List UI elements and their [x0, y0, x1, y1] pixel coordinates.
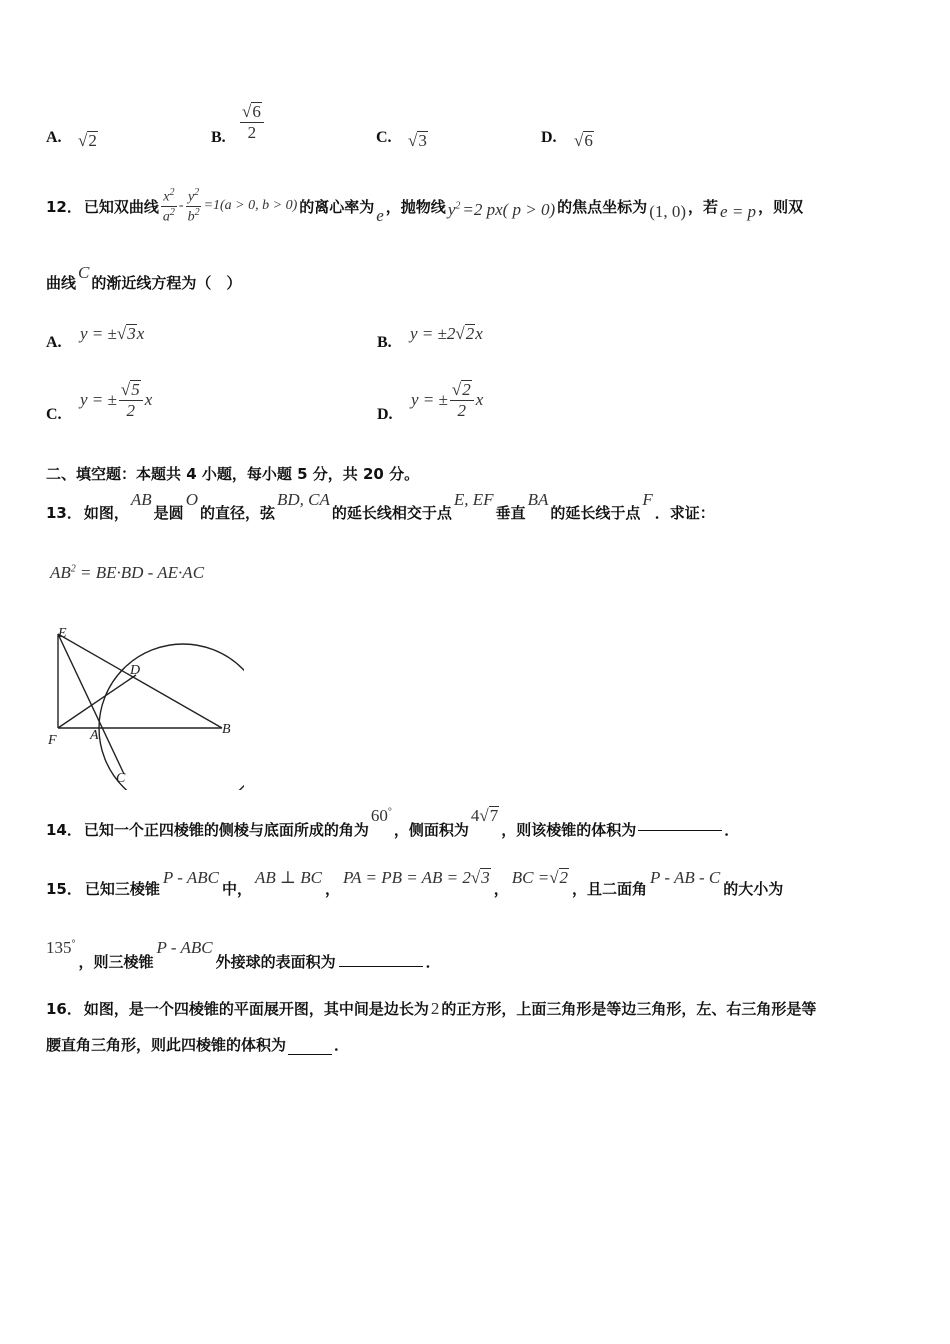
hyperbola-y-term: $\frac{y^2}{b^2}$ [187, 187, 200, 225]
label-d: D [130, 663, 141, 678]
q12-option-a-value: y = ±√3x [80, 324, 145, 343]
q11-option-a-label: A. [46, 129, 62, 146]
q11-option-b-value: $\frac{√6}{2}$ [240, 102, 264, 142]
q11-option-b-label: B. [211, 129, 226, 146]
label-c: C [116, 771, 126, 786]
label-b: B [222, 722, 231, 737]
q12-option-c-value: y = ± $\frac{√5}{2}$ x [80, 380, 153, 420]
segment-eb [58, 634, 222, 728]
q12-line2: 曲线 C 的渐近线方程为（ ） [46, 262, 242, 292]
q16-line2: 腰直角三角形，则此四棱锥的体积为 ． [46, 1036, 350, 1054]
q15-answer-blank[interactable] [339, 938, 423, 967]
label-a: A [90, 728, 99, 743]
q11-option-a-value: √2 [78, 131, 97, 150]
q15-line1: 15． 已知三棱锥 P - ABC 中， AB ⊥ BC ， PA = PB = AB = 2√3 ， BC =√2 ，且二面角 P - AB - C 的大小为 [46, 868, 784, 898]
q12-option-b-label: B. [377, 334, 392, 351]
label-e: E [58, 626, 67, 641]
q11-option-d-label: D. [541, 129, 557, 146]
q15-line2: 135° ，则三棱锥 P - ABC 外接球的表面积为 ． [46, 938, 441, 971]
q16-answer-blank[interactable] [288, 1036, 332, 1055]
segment-fd [58, 675, 136, 728]
segment-ec [58, 634, 124, 774]
q13-figure [44, 620, 244, 790]
q16-line1: 16． 如图，是一个四棱锥的平面展开图，其中间是边长为 2 的正方形，上面三角形是等边三角形，左、右三角形是等 [46, 998, 817, 1018]
q12-option-d-label: D. [377, 406, 393, 423]
q12-line1: 12． 已知双曲线 $\frac{x^2}{a^2}$ - $\frac{y^2}{b^2}$ =1(a > 0, b > 0) 的离心率为 e ，抛物线 $y^2$ =2 px( p > 0) 的焦点坐标为 (1, 0) ，若 e = p ，则双 [46, 187, 804, 226]
q11-option-d-value: √6 [574, 131, 593, 150]
hyperbola-x-term: $\frac{x^2}{a^2}$ [162, 187, 175, 225]
q12-option-c-label: C. [46, 406, 62, 423]
label-f: F [48, 733, 57, 748]
q12-option-a-label: A. [46, 334, 62, 351]
q13-line1: 13． 如图， AB 是圆 O 的直径，弦 BD, CA 的延长线相交于点 E, EF 垂直 BA 的延长线于点 F ．求证： [46, 490, 715, 522]
q12-option-b-value: y = ±2√2x [410, 324, 483, 343]
q14-answer-blank[interactable] [638, 806, 722, 831]
q13-proof-statement: $AB^2 = BE\cdot BD - AE\cdot AC$ [50, 563, 205, 582]
section-heading: 二、填空题：本题共 4 小题，每小题 5 分，共 20 分。 [46, 465, 420, 483]
q11-option-c-value: √3 [408, 131, 427, 150]
q14-line: 14． 已知一个正四棱锥的侧棱与底面所成的角为 60° ，侧面积为 4√7 ，则该棱锥的体积为 ． [46, 806, 740, 839]
q12-option-d-value: y = ± $\frac{√2}{2}$ x [411, 380, 484, 420]
q11-option-c-label: C. [376, 129, 392, 146]
